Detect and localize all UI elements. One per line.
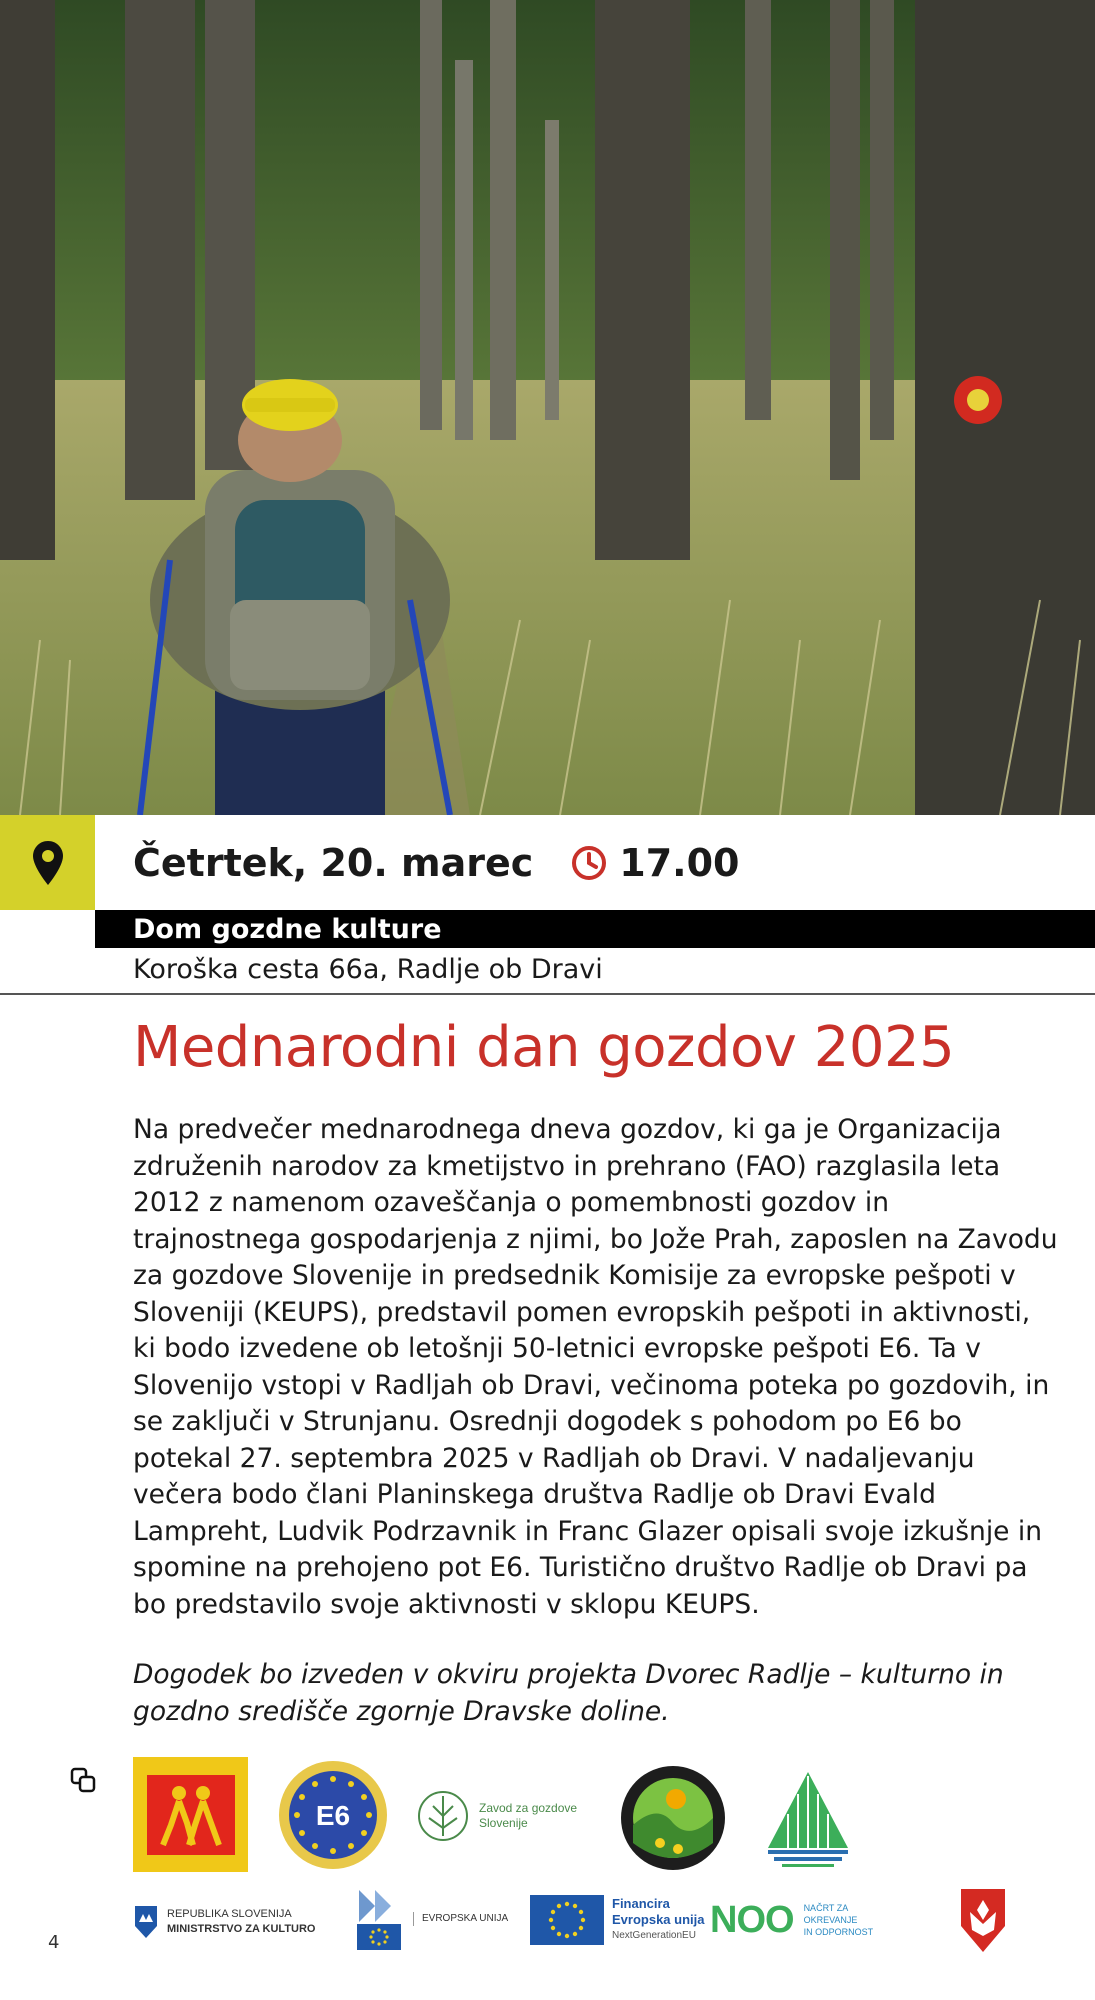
partners-icon xyxy=(70,1767,96,1797)
article-title: Mednarodni dan gozdov 2025 xyxy=(133,1015,955,1080)
ministry-culture-logo xyxy=(133,1897,343,1947)
keups-logo xyxy=(133,1757,248,1872)
eu-fin-line3: NextGenerationEU xyxy=(612,1930,696,1941)
eu-fin-line1: Financira xyxy=(612,1896,670,1911)
noo-text: NOO xyxy=(710,1898,794,1941)
event-datetime xyxy=(133,838,739,888)
event-date: Četrtek, 20. marec xyxy=(133,841,534,885)
zavod-gozdove-logo xyxy=(415,1782,590,1850)
noo-logo xyxy=(710,1895,945,1945)
noo-line2: OKREVANJE xyxy=(803,1915,858,1925)
noo-line3: IN ODPORNOST xyxy=(803,1927,874,1937)
zavod-line2: Slovenije xyxy=(479,1816,528,1830)
radlje-crest-logo xyxy=(955,1885,1010,1953)
zavod-line1: Zavod za gozdove xyxy=(479,1801,578,1815)
article-note: Dogodek bo izveden v okviru projekta Dvorec Radlje – kulturno in gozdno središče zgornje Dravske doline. xyxy=(133,1659,1004,1727)
e6-logo-text: E6 xyxy=(315,1799,350,1831)
event-time: 17.00 xyxy=(619,841,740,885)
ministry-line1: REPUBLIKA SLOVENIJA xyxy=(167,1908,292,1920)
divider xyxy=(0,993,1095,995)
radlje-society-logo xyxy=(615,1760,730,1875)
venue-bar xyxy=(95,910,1095,948)
planinsko-drustvo-logo xyxy=(750,1760,865,1875)
eu-regional-logo xyxy=(355,1885,515,1953)
eu-fin-line2: Evropska unija xyxy=(612,1912,705,1927)
map-pin-icon xyxy=(33,841,63,885)
clock-icon xyxy=(571,845,607,881)
eu-regional-line1: EVROPSKA UNIJA xyxy=(422,1913,509,1924)
page-number: 4 xyxy=(48,1932,60,1953)
venue-name: Dom gozdne kulture xyxy=(133,913,442,945)
hero-photo xyxy=(0,0,1095,815)
article-body: Na predvečer mednarodnega dneva gozdov, ki ga je Organizacija združenih narodov za kmetijstvo in prehrano (FAO) razglasila leta 2012 z namenom ozaveščanja o pomembnosti gozdov in trajnostnega gospodarjenja z njimi, bo Jože Prah, zaposlen na Zavodu za gozdove Slovenije in predsednik Komisije za evropske pešpoti v Sloveniji (KEUPS), predstavil pomen evropskih pešpoti in aktivnosti, ki bodo izvedene ob letošnji 50-letnici evropske pešpoti E6. Ta v Slovenijo vstopi v Radljah ob Dravi, večinoma poteka po gozdovih, in se zaključi v Strunjanu. Osrednji dogodek s pohodom po E6 bo potekal 27. septembra 2025 v Radljah ob Dravi. V nadaljevanju večera bodo člani Planinskega društva Radlje ob Dravi Evald Lampreht, Ludvik Podrzavnik in Franc Glazer opisali svoje izkušnje in spomine na prehojeno pot E6. Turistično društvo Radlje ob Dravi pa bo predstavilo svoje aktivnosti v sklopu KEUPS. xyxy=(133,1114,1058,1620)
location-badge xyxy=(0,815,95,910)
venue-address: Koroška cesta 66a, Radlje ob Dravi xyxy=(133,954,603,985)
e6-logo xyxy=(275,1757,390,1872)
eu-nextgen-logo xyxy=(530,1890,705,1950)
ministry-line2: MINISTRSTVO ZA KULTURO xyxy=(167,1923,316,1935)
noo-line1: NAČRT ZA xyxy=(803,1903,849,1913)
